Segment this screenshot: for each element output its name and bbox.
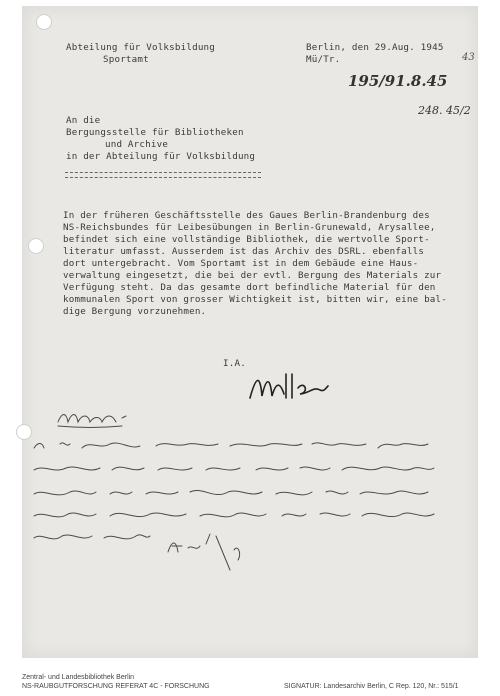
body-line: dige Bergung vorzunehmen. [63,306,207,317]
recipient-underline [65,172,261,178]
footer-signature-reference: SIGNATUR: Landesarchiv Berlin, C Rep. 120, Nr.: 515/1 [284,683,459,690]
side-mark: 248. 45/2 [418,104,471,117]
dateline-place-date: Berlin, den 29.Aug. 1945 [306,42,444,53]
body-line: verwaltung eingesetzt, die bei der evtl. Bergung des Materials zur [63,270,442,281]
body-line: In der früheren Geschäftsstelle des Gaues Berlin-Brandenburg des [63,210,430,221]
recipient-line-1: An die [66,115,101,126]
register-mark: 195/91.8.45 [348,72,448,90]
footer-left-line-1: Zentral- und Landesbibliothek Berlin [22,674,135,681]
letterhead-office: Sportamt [103,54,149,65]
body-line: NS-Reichsbundes für Leibesübungen in Berlin-Grunewald, Arysallee, [63,222,436,233]
body-line: befindet sich eine vollständige Bibliothek, die wertvolle Sport- [63,234,430,245]
signature-image [246,368,330,408]
punch-hole-middle [28,238,44,254]
body-line: Verfügung steht. Da das gesamte dort befindliche Material für den [63,282,436,293]
body-line: dort untergebracht. Vom Sportamt ist in dem Gebäude eine Haus- [63,258,419,269]
footer-left-line-2: NS-RAUBGUTFORSCHUNG REFERAT 4C - FORSCHUNG [22,683,210,690]
recipient-line-2: Bergungsstelle für Bibliotheken [66,127,244,138]
dateline-reference: Mü/Tr. [306,54,341,65]
letterhead-department: Abteilung für Volksbildung [66,42,216,53]
body-line: literatur umfasst. Ausserdem ist das Archiv des DSRL. ebenfalls [63,246,425,257]
closing-ia: I.A. [223,358,246,369]
punch-hole-top [36,14,52,30]
handwritten-note-image [30,404,480,584]
corner-number: 43 [462,52,475,63]
recipient-line-4: in der Abteilung für Volksbildung [66,151,256,162]
body-line: kommunalen Sport von grosser Wichtigkeit ist, bitten wir, eine bal- [63,294,447,305]
recipient-line-3: und Archive [105,139,169,150]
